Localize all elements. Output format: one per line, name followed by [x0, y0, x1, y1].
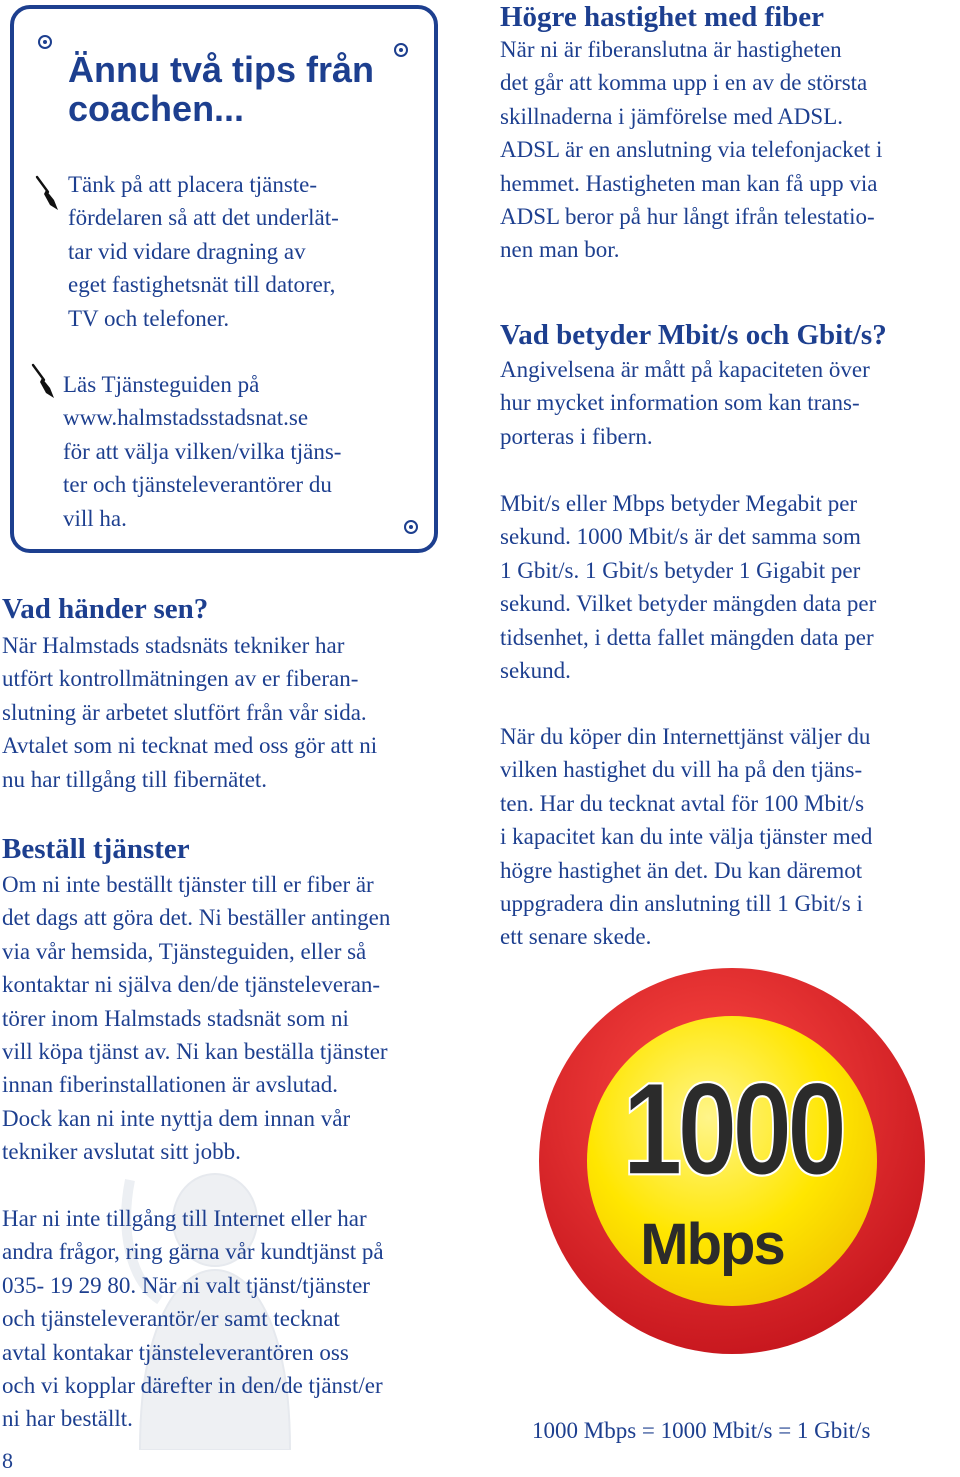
tip-1: Tänk på att placera tjänste- fördelaren så att det underlät- tar vid vidare dragning av eget fastighetsnät till datorer, TV och telefoner.: [68, 172, 339, 331]
sign-unit: Mbps: [640, 1212, 784, 1277]
tips-box-title: Ännu två tips från coachen...: [68, 49, 375, 129]
sign-caption: 1000 Mbps = 1000 Mbit/s = 1 Gbit/s: [532, 1418, 871, 1443]
corner-dot-icon: [38, 35, 52, 49]
paragraph-vad-hander-sen: När Halmstads stadsnäts tekniker har utfört kontrollmätningen av er fiberan- slutning är arbetet slutfört från vår sida. Avtalet som ni tecknat med oss gör att ni nu har tillgång till fibernätet.: [2, 633, 378, 792]
speed-sign: [537, 966, 927, 1356]
screwdriver-icon: [34, 174, 64, 214]
heading-vad-hander-sen: Vad händer sen?: [2, 593, 209, 625]
corner-dot-icon: [394, 43, 408, 57]
page-number: 8: [2, 1448, 13, 1473]
heading-mbit-gbit: Vad betyder Mbit/s och Gbit/s?: [500, 319, 887, 351]
corner-dot-icon: [404, 520, 418, 534]
paragraph-bestall-tjanster: Om ni inte beställt tjänster till er fiber är det dags att göra det. Ni beställer antingen via vår hemsida, Tjänsteguiden, eller så kontaktar ni själva den/de tjänsteleveran- törer inom Halmstads stadsnät som ni vill köpa tjänst av. Ni kan beställa tjänster innan fiberinstallationen är avslutad. Dock kan ni inte nyttja dem innan vår tekniker avslutat sitt jobb.: [2, 872, 391, 1165]
screwdriver-icon: [30, 362, 60, 402]
paragraph-megabit: Mbit/s eller Mbps betyder Megabit per sekund. 1000 Mbit/s är det samma som 1 Gbit/s. 1 Gbit/s betyder 1 Gigabit per sekund. Vilket betyder mängden data per tidsenhet, i detta fallet mängden data per sekund.: [500, 491, 877, 684]
sign-number: 1000: [622, 1055, 842, 1203]
tip-2: Läs Tjänsteguiden på www.halmstadsstadsnat.se för att välja vilken/vilka tjäns- ter och tjänsteleverantörer du vill ha.: [63, 372, 342, 531]
paragraph-kundtjanst: Har ni inte tillgång till Internet eller har andra frågor, ring gärna vår kundtjänst på 035- 19 29 80. När ni valt tjänst/tjänster och tjänsteleverantör/er samt tecknat avtal kontakar tjänsteleverantören oss och vi kopplar därefter in den/de tjänst/er ni har beställt.: [2, 1206, 384, 1432]
paragraph-internettjanst: När du köper din Internettjänst väljer du vilken hastighet du vill ha på den tjäns- ten. Har du tecknat avtal för 100 Mbit/s i kapacitet kan du inte välja tjänster med högre hastighet än det. Du kan däremot uppgradera din anslutning till 1 Gbit/s i ett senare skede.: [500, 724, 873, 950]
heading-hogre-hastighet: Högre hastighet med fiber: [500, 1, 825, 33]
paragraph-hogre-hastighet: När ni är fiberanslutna är hastigheten det går att komma upp i en av de största skillnaderna i jämförelse med ADSL. ADSL är en anslutning via telefonjacket i hemmet. Hastigheten man kan få upp via ADSL beror på hur långt ifrån telestatio- nen man bor.: [500, 37, 883, 263]
paragraph-mbit-gbit: Angivelsena är mått på kapaciteten över hur mycket information som kan trans- porteras i fibern.: [500, 357, 870, 449]
heading-bestall-tjanster: Beställ tjänster: [2, 833, 190, 865]
tjansteguiden-link[interactable]: www.halmstadsstadsnat.se: [63, 405, 309, 431]
